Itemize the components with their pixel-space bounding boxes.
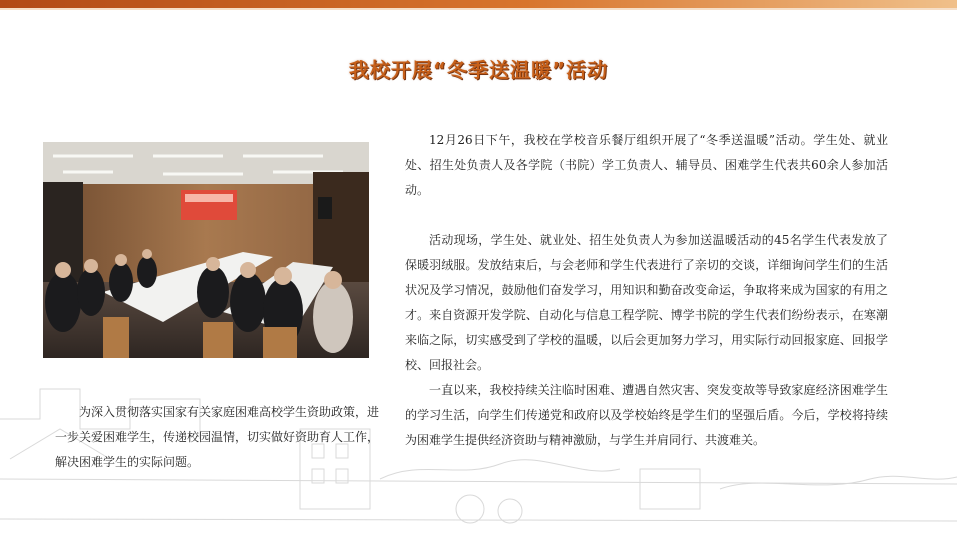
top-accent-bar-shadow — [0, 8, 957, 10]
page-title: 我校开展“冬季送温暖”活动 — [348, 58, 609, 82]
top-accent-bar — [0, 0, 957, 8]
article-paragraph: 一直以来，我校持续关注临时困难、遭遇自然灾害、突发变故等导致家庭经济困难学生的学习生活，向学生们传递党和政府以及学校始终是学生们的坚强后盾。今后，学校将持续为困难学生提供经济资助与精神激励，与学生并肩同行、共渡难关。 — [405, 383, 888, 447]
photo-caption: 为深入贯彻落实国家有关家庭困难高校学生资助政策，进一步关爱困难学生，传递校园温情，切实做好资助育人工作，解决困难学生的实际问题。 — [55, 405, 380, 469]
event-photo — [43, 142, 369, 358]
article-paragraph: 活动现场，学生处、就业处、招生处负责人为参加送温暖活动的45名学生代表发放了保暖羽绒服。发放结束后，与会老师和学生代表进行了亲切的交谈，详细询问学生们的生活状况及学习情况，鼓励他们奋发学习，用知识和勤奋改变命运，争取将来成为国家的有用之才。来自资源开发学院、自动化与信息工程学院、博学书院的学生代表们纷纷表示，在寒潮来临之际，切实感受到了学校的温暖，以后会更加努力学习，用实际行动回报家庭、回报学校、回报社会。 — [405, 233, 888, 372]
article-body — [405, 128, 888, 453]
article-paragraph: 12月26日下午，我校在学校音乐餐厅组织开展了“冬季送温暖”活动。学生处、就业处、招生处负责人及各学院（书院）学工负责人、辅导员、困难学生代表共60余人参加活动。 — [405, 133, 888, 197]
